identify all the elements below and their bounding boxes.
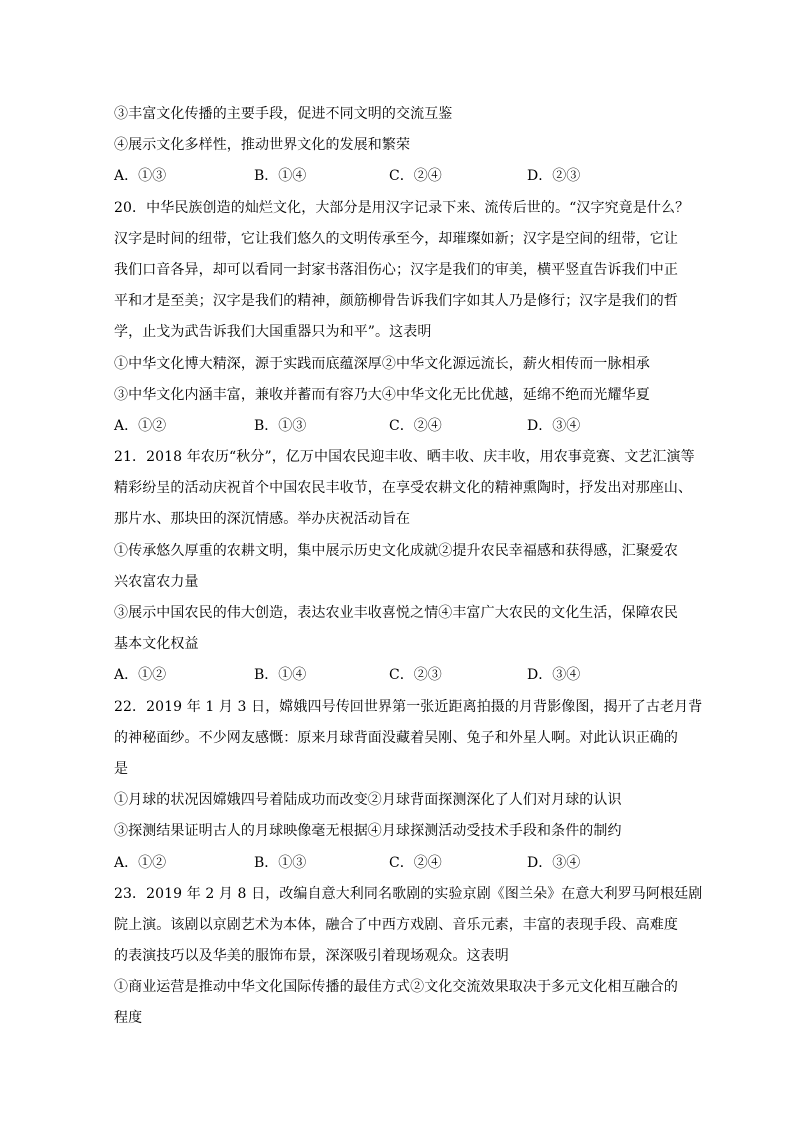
q23-stem-line: 的表演技巧以及华美的服饰布景，深深吸引着现场观众。这表明 bbox=[114, 948, 509, 965]
q22-option-d: D．③④ bbox=[527, 854, 581, 871]
q21-option-a: A．①② bbox=[114, 667, 167, 684]
q20-options bbox=[114, 411, 684, 442]
q19-option-d: D．②③ bbox=[527, 168, 581, 185]
q22-option-b: B．①③ bbox=[254, 854, 307, 871]
q20-stem-line: 汉字是时间的纽带，它让我们悠久的文明传承至今，却璀璨如新；汉字是空间的纽带，它让 bbox=[114, 230, 678, 247]
q22-statements-3-4: ③探测结果证明古人的月球映像毫无根据④月球探测活动受技术手段和条件的制约 bbox=[114, 823, 622, 840]
q19-statement-4: ④展示文化多样性，推动世界文化的发展和繁荣 bbox=[114, 137, 411, 154]
q20-stem-line: 20．中华民族创造的灿烂文化，大部分是用汉字记录下来、流传后世的。“汉字究竟是什么？ bbox=[114, 199, 690, 216]
q23-statements-1-2: ①商业运营是推动中华文化国际传播的最佳方式②文化交流效果取决于多元文化相互融合的 bbox=[114, 979, 678, 996]
q21-option-b: B．①④ bbox=[254, 667, 307, 684]
q20-statements-1-2: ①中华文化博大精深，源于实践而底蕴深厚②中华文化源远流长，薪火相传而一脉相承 bbox=[114, 355, 650, 372]
q20-option-d: D．③④ bbox=[527, 417, 581, 434]
q20-option-a: A．①② bbox=[114, 417, 167, 434]
q22-statements-1-2: ①月球的状况因嫦娥四号着陆成功而改变②月球背面探测深化了人们对月球的认识 bbox=[114, 792, 622, 809]
q21-stem-line: 21．2018 年农历“秋分”，亿万中国农民迎丰收、晒丰收、庆丰收，用农事竞赛、文艺汇演等 bbox=[114, 449, 695, 466]
q22-stem-line: 的神秘面纱。不少网友感慨：原来月球背面没藏着吴刚、兔子和外星人啊。对此认识正确的 bbox=[114, 729, 678, 746]
q19-options bbox=[114, 161, 684, 192]
q20-option-c: C．②④ bbox=[389, 417, 442, 434]
q22-option-c: C．②④ bbox=[389, 854, 442, 871]
q21-stem-line: 那片水、那块田的深沉情感。举办庆祝活动旨在 bbox=[114, 511, 411, 528]
q19-option-b: B．①④ bbox=[254, 168, 307, 185]
q20-statements-3-4: ③中华文化内涵丰富，兼收并蓄而有容乃大④中华文化无比优越，延绵不绝而光耀华夏 bbox=[114, 386, 650, 403]
q19-option-a: A．①③ bbox=[114, 168, 167, 185]
q20-option-b: B．①③ bbox=[254, 417, 307, 434]
q22-options bbox=[114, 848, 684, 879]
q21-option-d: D．③④ bbox=[527, 667, 581, 684]
q23-statements-1-2-cont: 程度 bbox=[114, 1010, 143, 1027]
q23-stem-line: 23．2019 年 2 月 8 日，改编自意大利同名歌剧的实验京剧《图兰朵》在意大利罗马阿根廷剧 bbox=[114, 885, 703, 902]
q21-stem-line: 精彩纷呈的活动庆祝首个中国农民丰收节，在享受农耕文化的精神熏陶时，抒发出对那座山、 bbox=[114, 480, 693, 497]
q22-stem-line: 22．2019 年 1 月 3 日，嫦娥四号传回世界第一张近距离拍摄的月背影像图，揭开了古老月背 bbox=[114, 698, 703, 715]
q21-statements-3-4: ③展示中国农民的伟大创造，表达农业丰收喜悦之情④丰富广大农民的文化生活，保障农民 bbox=[114, 605, 678, 621]
q21-statements-1-2-cont: 兴农富农力量 bbox=[114, 573, 199, 590]
q21-statements-1-2: ①传承悠久厚重的农耕文明，集中展示历史文化成就②提升农民幸福感和获得感，汇聚爱农 bbox=[114, 542, 678, 559]
q19-statement-3: ③丰富文化传播的主要手段，促进不同文明的交流互鉴 bbox=[114, 106, 453, 122]
q20-stem-line: 平和才是至美；汉字是我们的精神，颜筋柳骨告诉我们字如其人乃是修行；汉字是我们的哲 bbox=[114, 293, 678, 310]
q22-stem-line: 是 bbox=[114, 760, 129, 777]
q20-stem-line: 学，止戈为武告诉我们大国重器只为和平”。这表明 bbox=[114, 324, 432, 341]
q21-option-c: C．②③ bbox=[389, 667, 442, 684]
q19-option-c: C．②④ bbox=[389, 168, 442, 185]
q21-options bbox=[114, 660, 684, 691]
q22-option-a: A．①② bbox=[114, 854, 167, 871]
exam-page bbox=[114, 99, 703, 1035]
q23-stem-line: 院上演。该剧以京剧艺术为本体，融合了中西方戏剧、音乐元素，丰富的表现手段、高难度 bbox=[114, 916, 678, 933]
q21-statements-3-4-cont: 基本文化权益 bbox=[114, 636, 199, 653]
q20-stem-line: 我们口音各异，却可以看同一封家书落泪伤心；汉字是我们的审美，横平竖直告诉我们中正 bbox=[114, 261, 678, 278]
